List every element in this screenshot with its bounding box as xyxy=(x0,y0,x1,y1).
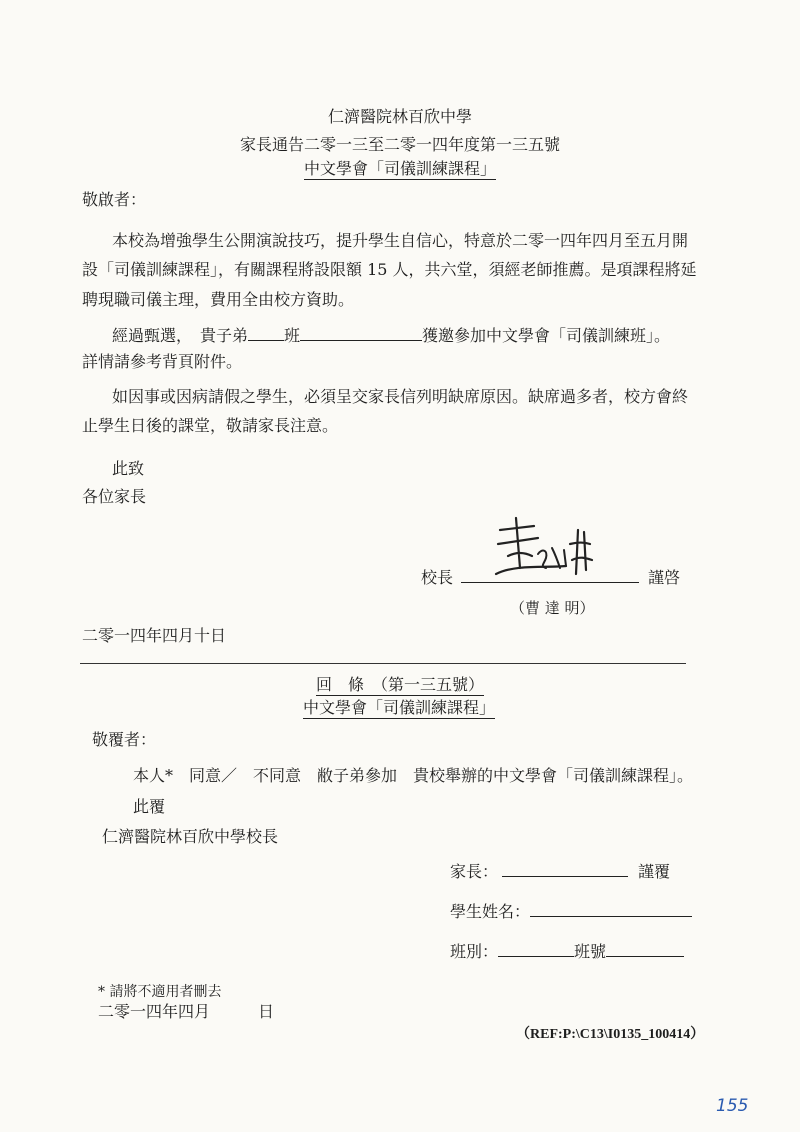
reply-title-text: 回 條 （第一三五號） xyxy=(316,675,485,694)
notice-subject xyxy=(0,161,800,177)
reply-subtitle-text: 中文學會「司儀訓練課程」 xyxy=(303,698,496,717)
student-name-label: 學生姓名： xyxy=(450,902,531,921)
school-name: 仁濟醫院林百欣中學 xyxy=(327,107,472,126)
principal-label: 校長 xyxy=(421,568,454,587)
reference-code: （REF:P:\C13\I0135_100414） xyxy=(516,1027,705,1042)
class-label: 班別： xyxy=(450,942,499,961)
para2-part-c: 獲邀參加中文學會「司儀訓練班」。 xyxy=(422,326,671,345)
consent-line: 本人* 同意／ 不同意 敝子弟參加 貴校舉辦的中文學會「司儀訓練課程」。 xyxy=(133,766,694,785)
para2-line2: 詳情請參考背頁附件。 xyxy=(82,352,243,371)
reply-date: 二零一四年四月 日 xyxy=(98,1002,275,1021)
class-no-field[interactable] xyxy=(606,941,684,957)
reply-addressee: 仁濟醫院林百欣中學校長 xyxy=(102,827,279,846)
para1-line2: 設「司儀訓練課程」，有關課程將設限額 15 人，共六堂，須經老師推薦。是項課程將延 xyxy=(82,260,697,279)
reply-salutation: 敬覆者： xyxy=(92,730,157,749)
closing-cizhi: 此致 xyxy=(112,459,145,478)
para2-part-a: 經過甄選， 貴子弟 xyxy=(112,326,249,345)
para3-line2: 止學生日後的課堂，敬請家長注意。 xyxy=(82,416,339,435)
closing-addressee: 各位家長 xyxy=(82,487,147,506)
reply-title xyxy=(316,677,484,693)
parent-signature-field[interactable] xyxy=(502,861,628,877)
notice-subject-text: 中文學會「司儀訓練課程」 xyxy=(303,159,496,178)
para1-line3: 聘現職司儀主理，費用全由校方資助。 xyxy=(82,290,355,309)
salutation: 敬啟者： xyxy=(82,190,147,209)
class-row xyxy=(450,941,684,960)
class-blank xyxy=(248,325,284,341)
reply-subtitle xyxy=(303,700,495,716)
footnote: * 請將不適用者刪去 xyxy=(98,984,222,1000)
parent-label: 家長： xyxy=(450,862,499,881)
para2-line1 xyxy=(112,325,670,344)
principal-signature xyxy=(486,508,606,588)
para3-line1: 如因事或因病請假之學生，必須呈交家長信列明缺席原因。缺席過多者，校方會終 xyxy=(112,387,689,406)
notice-number: 家長通告二零一三至二零一四年度第一三五號 xyxy=(239,135,560,154)
page-number: 155 xyxy=(716,1096,749,1116)
student-name-field[interactable] xyxy=(530,901,692,917)
parent-suffix: 謹覆 xyxy=(638,862,671,881)
principal-name: （曹 達 明） xyxy=(510,599,595,617)
student-name-row xyxy=(450,901,692,920)
principal-signature-line xyxy=(461,582,639,583)
parent-signature-row xyxy=(450,861,670,880)
class-no-label: 班號 xyxy=(574,942,607,961)
para2-part-b: 班 xyxy=(284,326,301,345)
class-field[interactable] xyxy=(498,941,574,957)
reply-closing: 此覆 xyxy=(133,797,166,816)
para1-line1: 本校為增強學生公開演說技巧，提升學生自信心，特意於二零一四年四月至五月開 xyxy=(112,231,689,250)
student-name-blank xyxy=(300,325,422,341)
principal-sign-suffix: 謹啓 xyxy=(648,568,681,587)
tear-off-line xyxy=(80,663,686,664)
notice-date: 二零一四年四月十日 xyxy=(82,626,227,645)
